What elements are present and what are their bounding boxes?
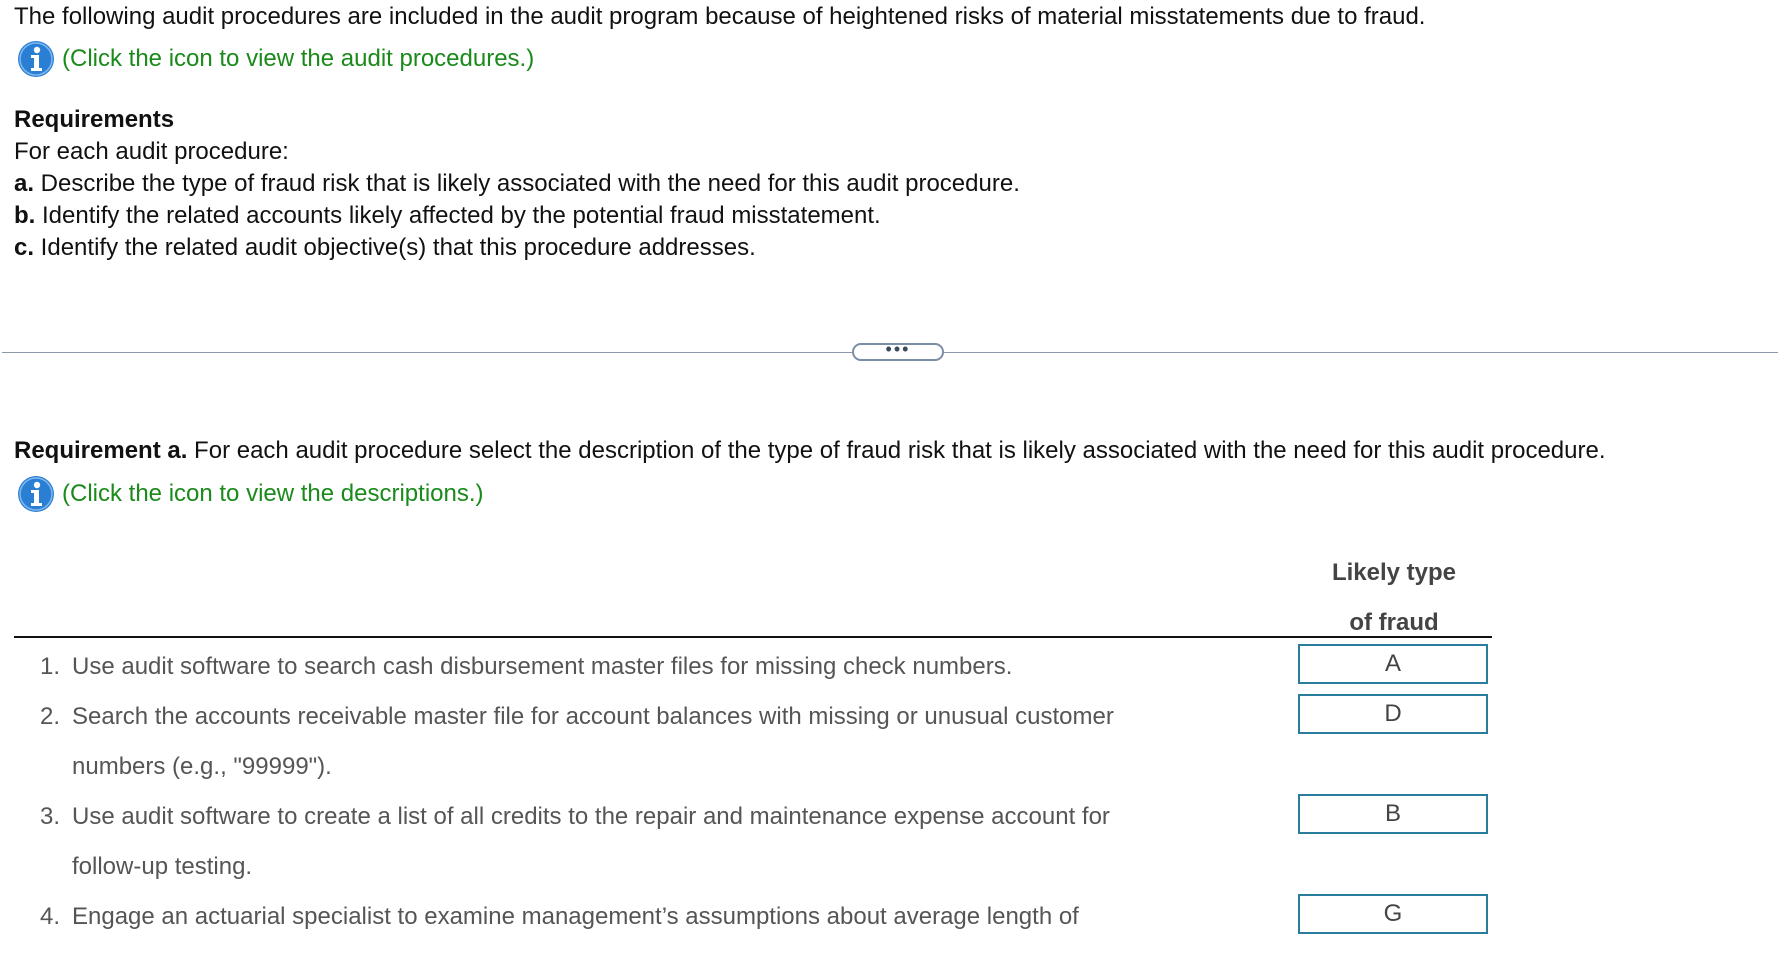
- requirement-item-b: [14, 200, 1020, 232]
- procedure-text: Engage an actuarial specialist to examine management’s assumptions about average length of: [72, 903, 1079, 930]
- procedure-row-1: [40, 642, 1220, 692]
- fraud-type-select-3[interactable]: B: [1298, 794, 1488, 834]
- view-procedures-link[interactable]: (Click the icon to view the audit procedures.): [62, 45, 535, 72]
- table-header-rule: [14, 636, 1492, 638]
- procedure-text: Use audit software to search cash disbursement master files for missing check numbers.: [72, 653, 1013, 680]
- procedure-row-4: [40, 892, 1220, 942]
- requirement-text: Describe the type of fraud risk that is likely associated with the need for this audit procedure.: [34, 170, 1020, 197]
- procedure-row-2: [40, 692, 1220, 792]
- descriptions-info-row[interactable]: [16, 474, 484, 514]
- requirements-block: [14, 104, 1020, 264]
- column-header-line: of fraud: [1349, 609, 1439, 636]
- requirement-text: Identify the related audit objective(s) that this procedure addresses.: [34, 234, 756, 261]
- procedure-text-continued: follow-up testing.: [72, 853, 253, 880]
- requirement-label: a.: [14, 170, 35, 197]
- fraud-type-select-1[interactable]: A: [1298, 644, 1488, 684]
- procedure-number: 1.: [40, 653, 61, 680]
- ellipsis-icon: •••: [885, 339, 911, 359]
- requirements-lead: For each audit procedure:: [14, 138, 289, 165]
- intro-text: The following audit procedures are included in the audit program because of heightened risks of material misstatements due to fraud.: [14, 3, 1426, 30]
- requirement-a-text: For each audit procedure select the description of the type of fraud risk that is likely associated with the need for this audit procedure.: [187, 437, 1606, 464]
- view-descriptions-link[interactable]: (Click the icon to view the descriptions.): [62, 480, 484, 507]
- info-icon[interactable]: [16, 39, 56, 79]
- fraud-type-select-2[interactable]: D: [1298, 694, 1488, 734]
- procedure-text: Use audit software to create a list of all credits to the repair and maintenance expense account for: [72, 803, 1110, 830]
- fraud-type-select-4[interactable]: G: [1298, 894, 1488, 934]
- procedures-info-row[interactable]: [16, 39, 534, 79]
- procedure-row-3: [40, 792, 1220, 892]
- requirement-a-instructions: [14, 437, 1606, 465]
- requirements-title: Requirements: [14, 106, 175, 133]
- requirement-a-label: Requirement a.: [14, 437, 188, 464]
- requirement-label: c.: [14, 234, 35, 261]
- procedure-number: 2.: [40, 703, 61, 730]
- column-header-line: Likely type: [1331, 559, 1457, 586]
- procedure-text: Search the accounts receivable master file for account balances with missing or unusual customer: [72, 703, 1114, 730]
- procedure-number: 4.: [40, 903, 61, 930]
- requirement-label: b.: [14, 202, 36, 229]
- info-icon[interactable]: [16, 474, 56, 514]
- requirement-text: Identify the related accounts likely affected by the potential fraud misstatement.: [35, 202, 881, 229]
- procedure-text-continued: numbers (e.g., "99999").: [72, 753, 332, 780]
- requirement-item-c: [14, 232, 1020, 264]
- requirement-item-a: [14, 168, 1020, 200]
- procedure-number: 3.: [40, 803, 61, 830]
- likely-fraud-column-header: [1296, 548, 1492, 648]
- divider-expand-handle[interactable]: [852, 339, 944, 361]
